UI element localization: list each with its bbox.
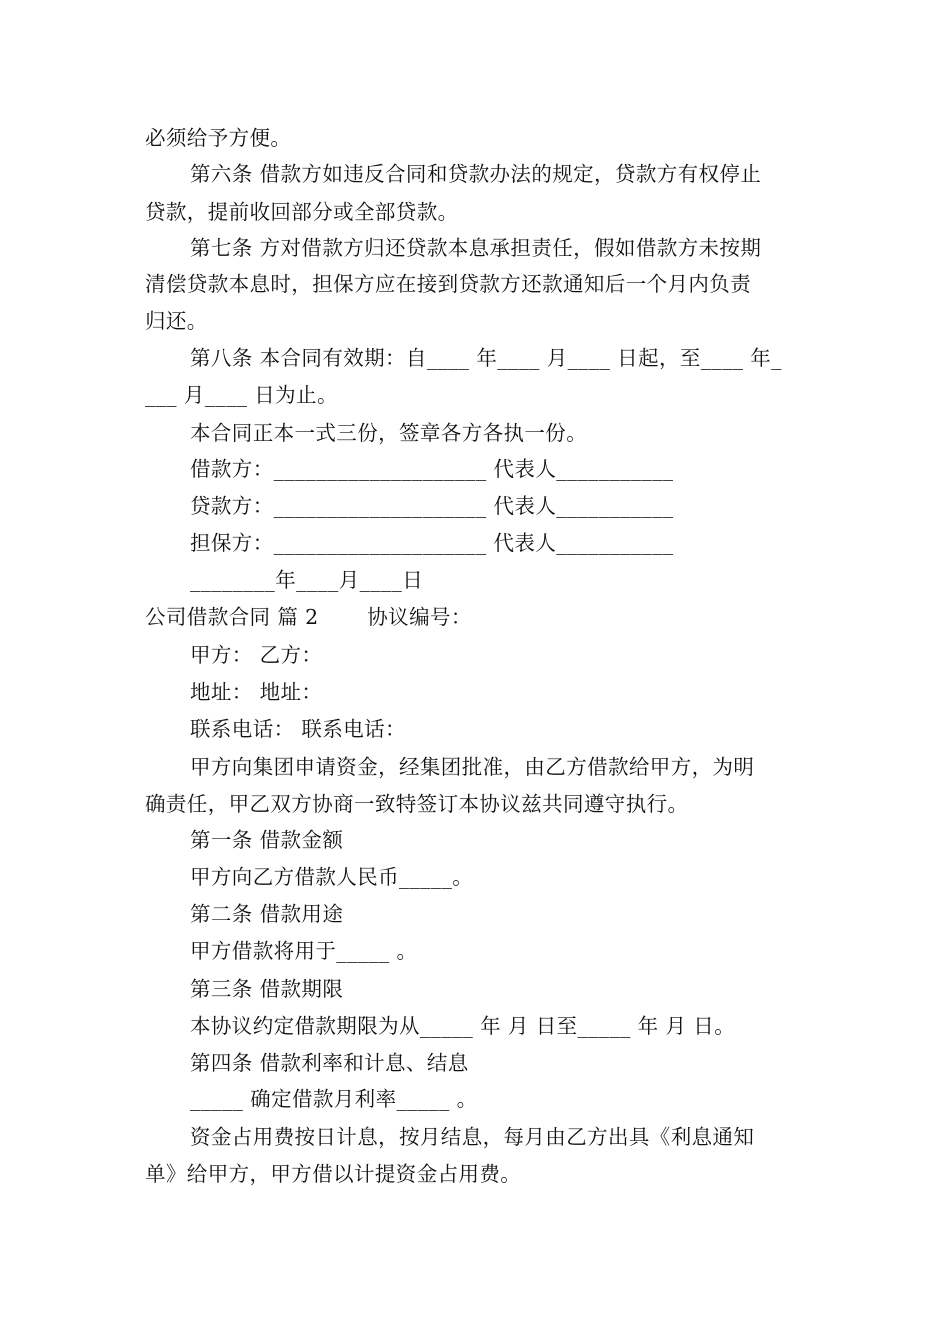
- article-heading: 第一条 借款金额: [190, 828, 344, 852]
- guarantor-signature-line: 担保方：____________________ 代表人___________: [190, 531, 674, 555]
- article-six-line: 第六条 借款方如违反合同和贷款办法的规定，贷款方有权停止: [190, 162, 762, 186]
- signature-date-line: ________年____月____日: [190, 568, 424, 592]
- paragraph-line: 单》给甲方，甲方借以计提资金占用费。: [145, 1162, 522, 1186]
- article-eight-line: 第八条 本合同有效期：自____ 年____ 月____ 日起，至____ 年_: [190, 346, 782, 370]
- copies-clause: 本合同正本一式三份，签章各方各执一份。: [190, 421, 588, 445]
- article-heading: 第二条 借款用途: [190, 902, 344, 926]
- section-heading: 公司借款合同 篇 2 协议编号：: [145, 605, 472, 629]
- lender-signature-line: 贷款方：____________________ 代表人___________: [190, 494, 674, 518]
- paragraph-line: 归还。: [145, 309, 208, 333]
- party-address-line: 地址： 地址：: [190, 680, 323, 704]
- paragraph-line: 确责任，甲乙双方协商一致特签订本协议兹共同遵守执行。: [145, 792, 689, 816]
- article-seven-line: 第七条 方对借款方归还贷款本息承担责任，假如借款方未按期: [190, 236, 762, 260]
- borrower-signature-line: 借款方：____________________ 代表人___________: [190, 457, 674, 481]
- preamble-line: 甲方向集团申请资金，经集团批准，由乙方借款给甲方，为明: [190, 755, 755, 779]
- paragraph-line: _____ 确定借款月利率_____ 。: [190, 1087, 478, 1111]
- paragraph-line: 清偿贷款本息时，担保方应在接到贷款方还款通知后一个月内负责: [145, 272, 752, 296]
- paragraph-line: 本协议约定借款期限为从_____ 年 月 日至_____ 年 月 日。: [190, 1014, 736, 1038]
- article-heading: 第四条 借款利率和计息、结息: [190, 1051, 469, 1075]
- paragraph-line: 甲方借款将用于_____ 。: [190, 939, 418, 963]
- paragraph-line: 资金占用费按日计息，按月结息，每月由乙方出具《利息通知: [190, 1125, 755, 1149]
- paragraph-line: ___ 月____ 日为止。: [145, 383, 338, 407]
- paragraph-line: 甲方向乙方借款人民币_____。: [190, 865, 474, 889]
- party-names-line: 甲方： 乙方：: [190, 643, 323, 667]
- party-phone-line: 联系电话： 联系电话：: [190, 717, 406, 741]
- paragraph-line: 贷款，提前收回部分或全部贷款。: [145, 200, 459, 224]
- article-heading: 第三条 借款期限: [190, 977, 344, 1001]
- paragraph-line: 必须给予方便。: [145, 126, 292, 150]
